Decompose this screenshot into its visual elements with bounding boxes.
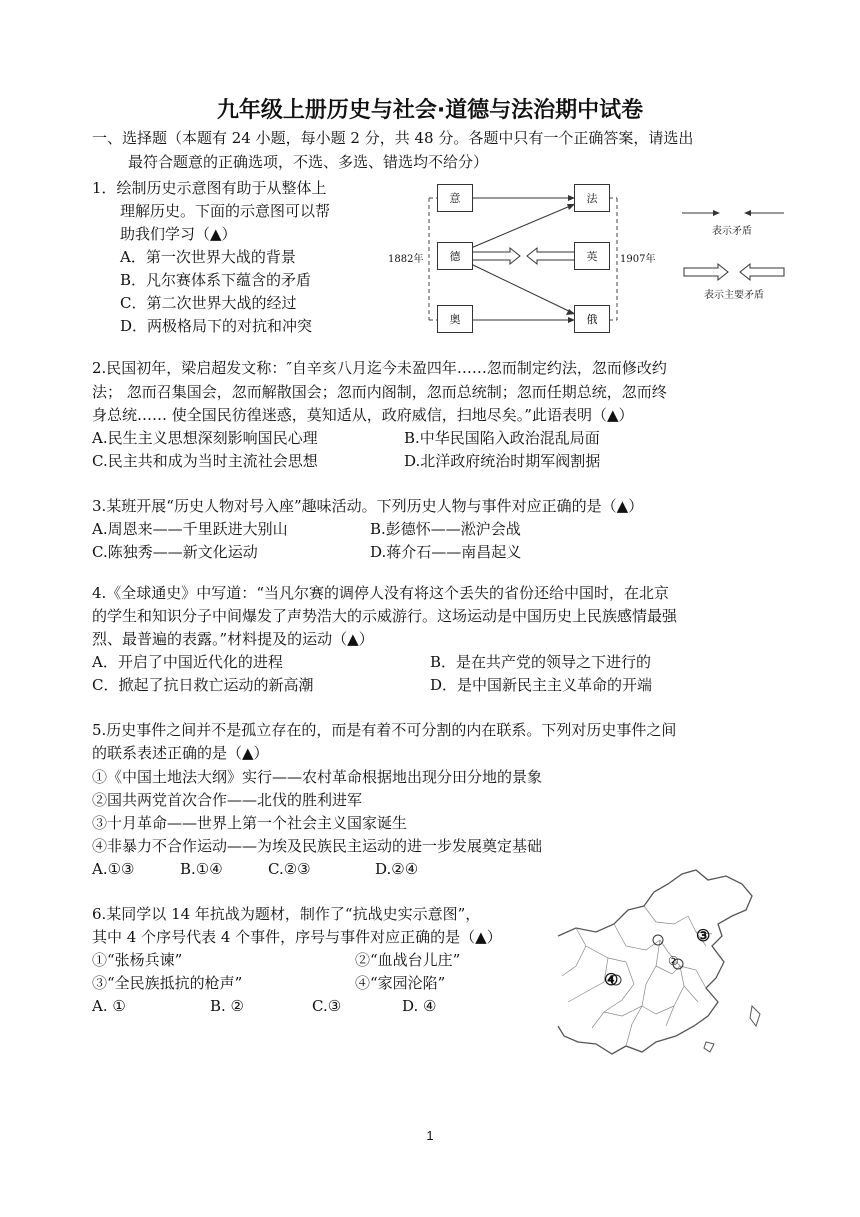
- q4-stem-line: 烈、最普遍的表露。”材料提及的运动（▲）: [92, 630, 374, 648]
- q5-item: ③十月革命——世界上第一个社会主义国家诞生: [92, 814, 408, 832]
- q1-option-b: B．凡尔赛体系下蕴含的矛盾: [120, 271, 312, 289]
- q6-option-b: B. ②: [210, 997, 245, 1015]
- q6-stem-line: 6.某同学以 14 年抗战为题材，制作了“抗战史实示意图”，: [92, 905, 481, 923]
- q2-stem-line: 身总统…… 使全国民彷徨迷惑，莫知适从，政府威信，扫地尽矣。”此语表明（▲）: [92, 406, 634, 424]
- q5-option-b: B.①④: [180, 860, 223, 878]
- q2-option-d: D.北洋政府统治时期军阀割据: [404, 452, 601, 470]
- node-france: 法: [574, 184, 610, 212]
- q2-option-b: B.中华民国陷入政治混乱局面: [404, 429, 600, 447]
- q1-option-a: A．第一次世界大战的背景: [120, 248, 296, 266]
- q2-stem-line: 2.民国初年，梁启超发文称：″自辛亥八月迄今未盈四年……忽而制定约法，忽而修改约: [92, 359, 667, 377]
- q3-option-d: D.蒋介石——南昌起义: [370, 543, 522, 561]
- node-italy: 意: [437, 184, 473, 212]
- q3-option-b: B.彭德怀——淞沪会战: [370, 520, 521, 538]
- q6-item: ③“全民族抵抗的枪声”: [92, 974, 243, 992]
- year-left-label: 1882年: [388, 254, 424, 265]
- node-germany: 德: [437, 242, 473, 270]
- q1-option-d: D．两极格局下的对抗和冲突: [120, 317, 313, 335]
- q4-stem-line: 的学生和知识分子中间爆发了声势浩大的示威游行。这场运动是中国历史上民族感情最强: [92, 607, 678, 625]
- map-marker-4: ④: [604, 970, 619, 989]
- q2-option-a: A.民生主义思想深刻影响国民心理: [92, 429, 318, 447]
- q6-item: ①“张杨兵谏”: [92, 951, 183, 969]
- q5-item: ①《中国土地法大纲》实行——农村革命根据地出现分田分地的景象: [92, 768, 543, 786]
- page-title: 九年级上册历史与社会·道德与法治期中试卷: [216, 98, 644, 123]
- q2-stem-line: 法； 忽而召集国会，忽而解散国会；忽而内阁制，忽而总统制；忽而任期总统，忽而终: [92, 383, 667, 401]
- q3-option-a: A.周恩来——千里跃进大别山: [92, 520, 288, 538]
- q4-stem-line: 4.《全球通史》中写道：“当凡尔赛的调停人没有将这个丢失的省份还给中国时，在北京: [92, 584, 669, 602]
- node-austria: 奥: [437, 305, 473, 333]
- q4-option-c: C．掀起了抗日救亡运动的新高潮: [92, 676, 314, 694]
- q5-stem-line: 的联系表述正确的是（▲）: [92, 744, 269, 762]
- node-britain: 英: [574, 242, 610, 270]
- q5-item: ④非暴力不合作运动——为埃及民族民主运动的进一步发展奠定基础: [92, 837, 543, 855]
- section-heading-cont: 最符合题意的正确选项，不选、多选、错选均不给分）: [128, 153, 489, 171]
- q2-option-c: C.民主共和成为当时主流社会思想: [92, 452, 318, 470]
- q1-option-c: C．第二次世界大战的经过: [120, 294, 297, 312]
- page-number: 1: [426, 1128, 434, 1143]
- q6-option-c: C.③: [312, 997, 342, 1015]
- diagram-lines: [0, 0, 860, 360]
- q4-option-b: B．是在共产党的领导之下进行的: [430, 653, 652, 671]
- year-right-label: 1907年: [620, 254, 656, 265]
- legend-contradiction: 表示矛盾: [712, 226, 752, 237]
- section-heading: 一、选择题（本题有 24 小题，每小题 2 分，共 48 分。各题中只有一个正确答案，请选出: [92, 129, 694, 147]
- q6-stem-line: 其中 4 个序号代表 4 个事件，序号与事件对应正确的是（▲）: [92, 928, 502, 946]
- china-map-outline: [556, 866, 770, 1062]
- q5-option-c: C.②③: [268, 860, 311, 878]
- q4-option-d: D．是中国新民主主义革命的开端: [430, 676, 653, 694]
- map-marker-2: ②: [668, 954, 679, 968]
- q5-option-a: A.①③: [92, 860, 135, 878]
- q6-option-d: D. ④: [402, 997, 437, 1015]
- q3-stem: 3.某班开展“历史人物对号入座”趣味活动。下列历史人物与事件对应正确的是（▲）: [92, 497, 644, 515]
- q1-stem-line: 1．绘制历史示意图有助于从整体上: [92, 179, 327, 197]
- q6-option-a: A. ①: [92, 997, 126, 1015]
- q5-stem-line: 5.历史事件之间并不是孤立存在的，而是有着不可分割的内在联系。下列对历史事件之间: [92, 721, 677, 739]
- map-marker-3: ③: [696, 926, 711, 945]
- q1-stem-line: 理解历史。下面的示意图可以帮: [120, 202, 331, 220]
- q3-option-c: C.陈独秀——新文化运动: [92, 543, 258, 561]
- q6-item: ②“血战台儿庄”: [355, 951, 461, 969]
- q5-option-d: D.②④: [375, 860, 419, 878]
- q6-item: ④“家园沦陷”: [355, 974, 446, 992]
- legend-main-contradiction: 表示主要矛盾: [704, 290, 764, 301]
- node-russia: 俄: [574, 305, 610, 333]
- q1-stem-line: 助我们学习（▲）: [120, 225, 237, 243]
- q5-item: ②国共两党首次合作——北伐的胜利进军: [92, 791, 363, 809]
- china-map: [556, 866, 770, 1062]
- q4-option-a: A．开启了中国近代化的进程: [92, 653, 283, 671]
